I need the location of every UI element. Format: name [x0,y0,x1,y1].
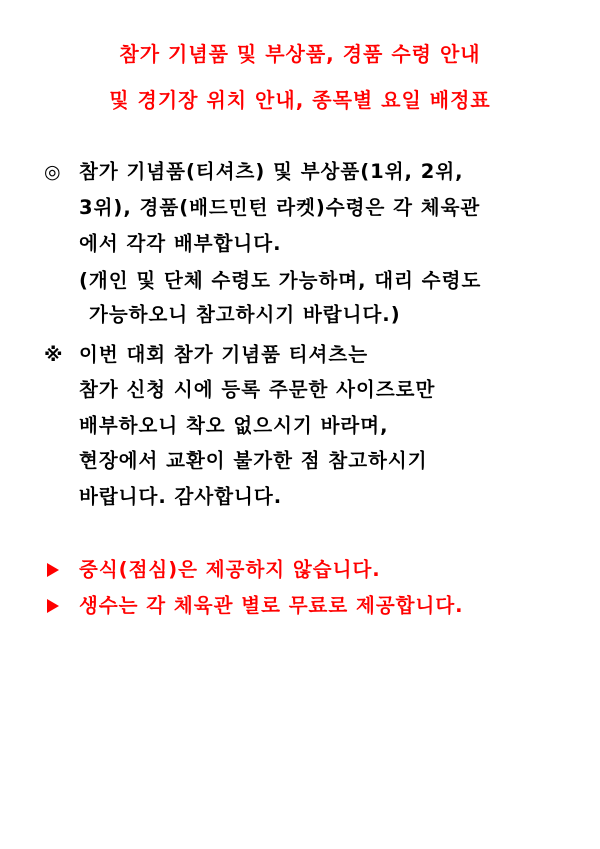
notice1-line-3: 에서 각각 배부합니다. [79,232,282,255]
title-line-1: 참가 기념품 및 부상품, 경품 수령 안내 [119,42,481,66]
notice1-line-4: (개인 및 단체 수령도 가능하며, 대리 수령도 [79,269,482,292]
red-triangle-icon-2 [47,599,59,613]
notice2-line-4: 현장에서 교환이 불가한 점 참고하시기 [79,449,428,472]
notice2-line-2: 참가 신청 시에 등록 주문한 사이즈로만 [79,378,436,401]
notice1-line-2: 3위), 경품(배드민턴 라켓)수령은 각 체육관 [79,196,481,219]
reference-mark-symbol: ※ [44,344,63,366]
bullet-item-lunch: 중식(점심)은 제공하지 않습니다. [79,558,381,581]
red-triangle-icon-1 [47,563,59,577]
notice1-line-1: 참가 기념품(티셔츠) 및 부상품(1위, 2위, [79,160,464,183]
notice1-line-5: 가능하오니 참고하시기 바랍니다.) [89,303,401,326]
notice2-line-1: 이번 대회 참가 기념품 티셔츠는 [79,343,369,366]
notice2-line-3: 배부하오니 착오 없으시기 바라며, [79,414,389,437]
double-circle-symbol: ◎ [44,161,61,183]
title-line-2: 및 경기장 위치 안내, 종목별 요일 배정표 [109,88,491,112]
bullet-item-water: 생수는 각 체육관 별로 무료로 제공합니다. [79,594,464,617]
notice2-line-5: 바랍니다. 감사합니다. [79,485,283,508]
